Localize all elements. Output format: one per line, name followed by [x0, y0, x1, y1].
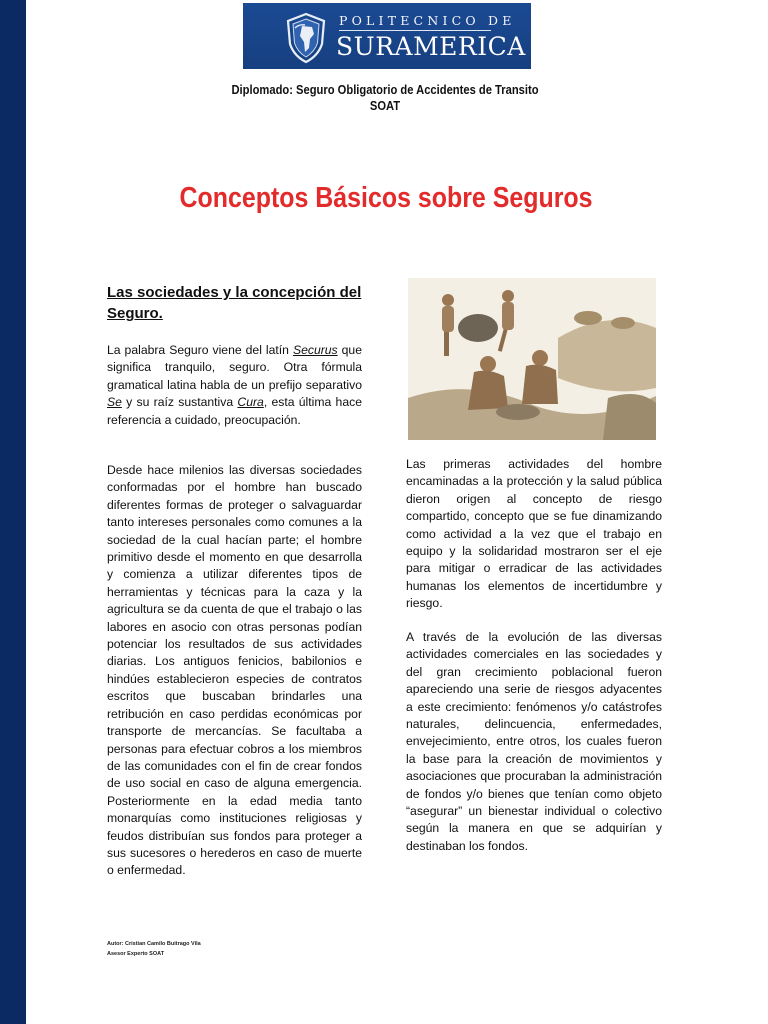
politecnico-logo — [243, 3, 531, 69]
course-subtitle-acronym: SOAT — [369, 98, 401, 113]
footer-author: Autor: Cristian Camilo Buitrago Vila — [107, 941, 201, 947]
prehistoric-illustration — [408, 278, 656, 440]
paragraph-etymology: La palabra Seguro viene del latín Securus que significa tranquilo, seguro. Otra fórmula gramatical latina habla de un prefijo separativo Se y su raíz sustantiva Cura, esta última hace referencia a cuidado, preocupación. — [107, 343, 362, 427]
page-side-bar — [0, 0, 26, 1024]
section-heading: Las sociedades y la concepción del Seguro. — [107, 284, 362, 322]
course-subtitle: Diplomado: Seguro Obligatorio de Accidentes de Transito — [231, 82, 539, 97]
paragraph-shared-risk: Las primeras actividades del hombre encaminadas a la protección y la salud pública dieron origen al concepto de riesgo compartido, concepto que se fue dinamizando como actividad a la vez que el trabajo en equipo y la solidaridad mostraron ser el eje para mitigar o erradicar de las actividades humanas los elementos de incertidumbre y riesgo. — [406, 457, 662, 611]
logo-divider — [339, 30, 491, 31]
shield-icon — [285, 12, 327, 64]
latin-root-cura: Cura — [237, 395, 264, 410]
paragraph-history: Desde hace milenios las diversas sociedades conformadas por el hombre han buscado diferentes formas de proteger o salvaguardar tanto intereses personales como comunes a la sociedad de la cual hacían parte; el hombre primitivo desde el momento en que desarrolla y comienza a utilizar diferentes tipos de herramientas y técnicas para la caza y la agricultura se da cuenta de que el trabajo o las labores en asocio con otras personas podían potenciar los resultados de sus actividades diarias. Los antiguos fenicios, babilonios e hindúes establecieron especies de contratos escritos que buscaban brindarles una retribución en caso perdidas económicas por transporte de mercancías. Se facultaba a personas para efectuar cobros a los miembros de las comunidades con el fin de crear fondos de uso social en caso de alguna emergencia. Posteriormente en la edad media tanto monarquías como instituciones religiosas y feudos distribuían sus fondos para proteger a sus sucesores o herederos en caso de muerte o enfermedad. — [107, 463, 362, 878]
footer-role: Asesor Experto SOAT — [107, 951, 165, 957]
latin-word-securus: Securus — [292, 343, 338, 357]
logo-line-2: SURAMERICA — [336, 32, 526, 61]
page-title: Conceptos Básicos sobre Seguros — [179, 182, 593, 214]
logo-line-1: POLITECNICO DE — [339, 13, 516, 28]
paragraph-evolution: A través de la evolución de las diversas actividades comerciales en las sociedades y del gran crecimiento poblacional fueron apareciendo una serie de riesgos adyacentes a este crecimiento: fenómenos y/o catástrofes naturales, delincuencia, enfermedades, envejecimiento, entre otros, los cuales fueron la base para la creación de movimientos y asociaciones que procuraban la administración de fondos y/o bienes que tenían como objeto “asegurar” un bienestar individual o colectivo según la manera en que se adquirían y destinaban los fondos. — [406, 630, 662, 853]
latin-prefix-se: Se — [107, 395, 122, 410]
